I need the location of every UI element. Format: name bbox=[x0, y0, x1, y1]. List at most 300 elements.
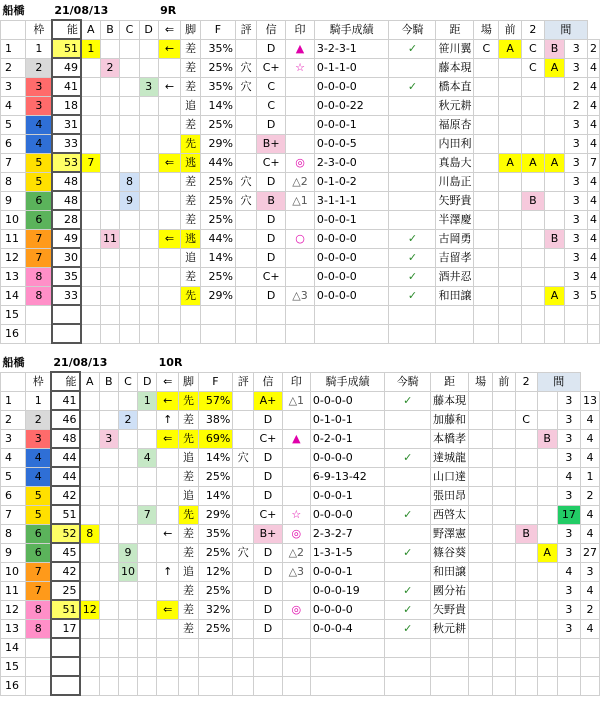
leg-style-cell: 追 bbox=[179, 448, 198, 467]
ability-cell: 48 bbox=[52, 191, 81, 210]
column-header: 前 bbox=[493, 372, 516, 391]
jockey-record-cell: 0-0-0-0 bbox=[314, 248, 389, 267]
rank-a-cell bbox=[80, 676, 100, 695]
second-cell bbox=[537, 600, 557, 619]
distance-cell bbox=[474, 96, 499, 115]
prev-cell bbox=[515, 619, 537, 638]
row-number: 6 bbox=[1, 486, 26, 505]
mark-cell: ◎ bbox=[286, 153, 315, 172]
course-cell bbox=[499, 305, 522, 324]
jockey-record-cell: 3-2-3-1 bbox=[314, 39, 389, 58]
jockey-name-cell: 笹川翼 bbox=[436, 39, 474, 58]
jockey-name-cell: 真島大 bbox=[436, 153, 474, 172]
prev-cell: C bbox=[515, 410, 537, 429]
interval-cell-1: 3 bbox=[557, 581, 580, 600]
leg-style-cell: 差 bbox=[181, 58, 200, 77]
rank-c-cell bbox=[118, 524, 138, 543]
waku-cell: 5 bbox=[26, 153, 53, 172]
f-rate-cell: 14% bbox=[198, 448, 233, 467]
leg-style-cell: 先 bbox=[179, 429, 198, 448]
table-row[interactable] bbox=[1, 600, 600, 619]
waku-cell: 3 bbox=[26, 77, 53, 96]
jockey-record-cell: 1-3-1-5 bbox=[310, 543, 384, 562]
table-row[interactable] bbox=[1, 77, 600, 96]
check-icon: ✓ bbox=[385, 448, 431, 467]
jockey-record-cell bbox=[314, 305, 389, 324]
interval-cell-2: 4 bbox=[588, 115, 600, 134]
row-number: 14 bbox=[1, 286, 26, 305]
mark-cell: ◎ bbox=[282, 600, 310, 619]
jockey-record-cell: 0-0-0-0 bbox=[310, 505, 384, 524]
jockey-record-cell: 0-1-1-0 bbox=[314, 58, 389, 77]
shin-cell: D bbox=[254, 581, 282, 600]
ability-cell: 25 bbox=[51, 581, 79, 600]
mark-cell: △1 bbox=[286, 191, 315, 210]
row-number: 5 bbox=[1, 115, 26, 134]
ability-cell: 51 bbox=[51, 600, 79, 619]
f-rate-cell: 25% bbox=[200, 210, 235, 229]
waku-cell bbox=[26, 324, 53, 343]
check-icon: ✓ bbox=[389, 229, 436, 248]
interval-cell-1: 3 bbox=[557, 619, 580, 638]
waku-cell: 7 bbox=[26, 581, 52, 600]
jockey-record-cell: 0-0-0-0 bbox=[310, 391, 384, 410]
arrow-cell: ← bbox=[158, 39, 181, 58]
hyo-cell bbox=[233, 391, 254, 410]
rank-b-cell bbox=[99, 600, 118, 619]
check-icon bbox=[389, 191, 436, 210]
check-icon: ✓ bbox=[385, 391, 431, 410]
hyo-cell bbox=[233, 600, 254, 619]
leg-style-cell: 差 bbox=[179, 543, 198, 562]
table-row[interactable] bbox=[1, 543, 600, 562]
course-cell bbox=[493, 448, 516, 467]
waku-cell: 6 bbox=[26, 191, 53, 210]
jockey-record-cell bbox=[310, 638, 384, 657]
second-cell bbox=[537, 467, 557, 486]
f-rate-cell: 29% bbox=[200, 286, 235, 305]
interval-cell-1: 3 bbox=[565, 58, 588, 77]
second-cell bbox=[537, 391, 557, 410]
leg-style-cell bbox=[181, 324, 200, 343]
rank-b-cell bbox=[100, 39, 120, 58]
f-rate-cell: 14% bbox=[198, 486, 233, 505]
table-row[interactable] bbox=[1, 153, 600, 172]
hyo-cell bbox=[235, 153, 256, 172]
table-row[interactable] bbox=[1, 486, 600, 505]
leg-style-cell: 差 bbox=[181, 77, 200, 96]
table-row[interactable] bbox=[1, 676, 600, 695]
table-row[interactable] bbox=[1, 505, 600, 524]
distance-cell bbox=[469, 581, 493, 600]
mark-cell bbox=[286, 96, 315, 115]
check-icon bbox=[389, 115, 436, 134]
course-cell bbox=[499, 96, 522, 115]
row-number: 1 bbox=[1, 391, 26, 410]
waku-cell: 6 bbox=[26, 524, 52, 543]
leg-style-cell: 追 bbox=[179, 562, 198, 581]
rank-c-cell: 9 bbox=[120, 191, 139, 210]
check-icon bbox=[385, 562, 431, 581]
shin-cell: D bbox=[254, 619, 282, 638]
column-header: 今騎 bbox=[385, 372, 431, 391]
table-row[interactable] bbox=[1, 191, 600, 210]
rank-c-cell bbox=[118, 657, 138, 676]
rank-b-cell bbox=[99, 619, 118, 638]
f-rate-cell: 14% bbox=[200, 248, 235, 267]
rank-d-cell bbox=[139, 115, 158, 134]
rank-a-cell bbox=[81, 115, 100, 134]
interval-cell-1: 3 bbox=[565, 210, 588, 229]
interval-cell-1: 3 bbox=[565, 248, 588, 267]
rank-a-cell: 1 bbox=[81, 39, 100, 58]
table-row[interactable] bbox=[1, 429, 600, 448]
jockey-record-cell: 0-0-0-0 bbox=[314, 77, 389, 96]
jockey-record-cell: 0-0-0-0 bbox=[310, 448, 384, 467]
interval-cell-1: 3 bbox=[557, 448, 580, 467]
shin-cell: D bbox=[254, 486, 282, 505]
second-cell bbox=[537, 676, 557, 695]
table-row[interactable] bbox=[1, 524, 600, 543]
course-cell bbox=[499, 210, 522, 229]
f-rate-cell: 25% bbox=[198, 543, 233, 562]
mark-cell: ▲ bbox=[286, 39, 315, 58]
table-row[interactable] bbox=[1, 305, 600, 324]
prev-cell bbox=[522, 267, 545, 286]
rank-c-cell bbox=[120, 324, 139, 343]
rank-b-cell bbox=[100, 191, 120, 210]
f-rate-cell bbox=[198, 657, 233, 676]
table-row[interactable] bbox=[1, 96, 600, 115]
column-header: 能 bbox=[52, 20, 81, 39]
interval-cell-2: 27 bbox=[581, 543, 600, 562]
prev-cell bbox=[515, 676, 537, 695]
jockey-name-cell: 内田利 bbox=[436, 134, 474, 153]
mark-cell bbox=[282, 448, 310, 467]
rank-d-cell bbox=[138, 581, 157, 600]
mark-cell bbox=[282, 676, 310, 695]
check-icon: ✓ bbox=[385, 619, 431, 638]
ability-cell: 51 bbox=[52, 39, 81, 58]
interval-cell-1: 3 bbox=[557, 410, 580, 429]
rank-c-cell bbox=[120, 210, 139, 229]
table-row[interactable] bbox=[1, 172, 600, 191]
f-rate-cell: 44% bbox=[200, 229, 235, 248]
rank-b-cell bbox=[100, 267, 120, 286]
arrow-cell bbox=[157, 638, 179, 657]
shin-cell: C+ bbox=[257, 153, 286, 172]
row-number: 2 bbox=[1, 58, 26, 77]
mark-cell bbox=[282, 410, 310, 429]
shin-cell: D bbox=[254, 410, 282, 429]
waku-cell: 2 bbox=[26, 58, 53, 77]
f-rate-cell: 32% bbox=[198, 600, 233, 619]
interval-cell-1: 2 bbox=[565, 96, 588, 115]
rank-d-cell: 4 bbox=[138, 448, 157, 467]
rank-d-cell: 7 bbox=[138, 505, 157, 524]
rank-a-cell bbox=[80, 562, 100, 581]
distance-cell bbox=[474, 58, 499, 77]
hyo-cell: 穴 bbox=[235, 172, 256, 191]
mark-cell bbox=[286, 134, 315, 153]
column-header: F bbox=[198, 372, 233, 391]
ability-cell: 44 bbox=[51, 467, 79, 486]
f-rate-cell: 35% bbox=[198, 524, 233, 543]
table-row[interactable] bbox=[1, 248, 600, 267]
shin-cell: C+ bbox=[254, 429, 282, 448]
row-number: 16 bbox=[1, 324, 26, 343]
waku-cell: 4 bbox=[26, 115, 53, 134]
shin-cell: D bbox=[257, 229, 286, 248]
waku-cell bbox=[26, 638, 52, 657]
second-cell bbox=[537, 448, 557, 467]
shin-cell: D bbox=[257, 248, 286, 267]
course-cell bbox=[499, 191, 522, 210]
column-header: C bbox=[120, 20, 139, 39]
f-rate-cell: 25% bbox=[200, 191, 235, 210]
interval-cell-2: 4 bbox=[588, 191, 600, 210]
rank-c-cell bbox=[118, 467, 138, 486]
arrow-cell bbox=[158, 96, 181, 115]
second-cell bbox=[537, 619, 557, 638]
column-header: 印 bbox=[286, 20, 315, 39]
f-rate-cell bbox=[198, 638, 233, 657]
rank-c-cell bbox=[118, 448, 138, 467]
jockey-record-cell: 3-1-1-1 bbox=[314, 191, 389, 210]
rank-a-cell: 12 bbox=[80, 600, 100, 619]
distance-cell bbox=[469, 676, 493, 695]
waku-cell: 2 bbox=[26, 410, 52, 429]
arrow-cell: ⇐ bbox=[157, 429, 179, 448]
shin-cell bbox=[254, 657, 282, 676]
row-number: 5 bbox=[1, 467, 26, 486]
jockey-name-cell: 古岡勇 bbox=[436, 229, 474, 248]
interval-cell-1: 3 bbox=[565, 191, 588, 210]
jockey-name-cell: 矢野貴 bbox=[436, 191, 474, 210]
table-row[interactable] bbox=[1, 115, 600, 134]
table-row[interactable] bbox=[1, 210, 600, 229]
second-cell bbox=[537, 410, 557, 429]
arrow-cell: ← bbox=[158, 77, 181, 96]
rank-a-cell bbox=[81, 324, 100, 343]
ability-cell bbox=[52, 324, 81, 343]
jockey-name-cell: 張田昂 bbox=[431, 486, 469, 505]
f-rate-cell bbox=[198, 676, 233, 695]
arrow-cell bbox=[158, 267, 181, 286]
table-row[interactable] bbox=[1, 581, 600, 600]
row-number: 16 bbox=[1, 676, 26, 695]
mark-cell bbox=[286, 324, 315, 343]
prev-cell bbox=[522, 96, 545, 115]
rank-b-cell bbox=[99, 391, 118, 410]
interval-cell-2 bbox=[581, 638, 600, 657]
hyo-cell bbox=[233, 638, 254, 657]
table-row[interactable] bbox=[1, 58, 600, 77]
jockey-name-cell: 和田譲 bbox=[431, 562, 469, 581]
rank-b-cell bbox=[100, 248, 120, 267]
second-cell: A bbox=[544, 286, 565, 305]
row-number: 4 bbox=[1, 448, 26, 467]
prev-cell bbox=[515, 467, 537, 486]
shin-cell bbox=[257, 305, 286, 324]
interval-cell-1: 3 bbox=[557, 391, 580, 410]
rank-a-cell bbox=[80, 543, 100, 562]
interval-cell-2: 4 bbox=[588, 58, 600, 77]
check-icon bbox=[389, 324, 436, 343]
f-rate-cell: 25% bbox=[198, 619, 233, 638]
header-row bbox=[1, 372, 600, 391]
mark-cell: △3 bbox=[282, 562, 310, 581]
table-row[interactable] bbox=[1, 448, 600, 467]
distance-cell bbox=[474, 134, 499, 153]
shin-cell: C bbox=[257, 77, 286, 96]
ability-cell: 49 bbox=[52, 58, 81, 77]
waku-cell: 3 bbox=[26, 96, 53, 115]
second-cell bbox=[544, 191, 565, 210]
second-cell: A bbox=[544, 58, 565, 77]
jockey-record-cell bbox=[310, 657, 384, 676]
prev-cell bbox=[515, 638, 537, 657]
date-label: 21/08/13 bbox=[53, 356, 108, 369]
row-number: 12 bbox=[1, 248, 26, 267]
rank-d-cell bbox=[138, 619, 157, 638]
interval-cell-1 bbox=[565, 305, 588, 324]
rank-c-cell: 9 bbox=[118, 543, 138, 562]
second-cell: A bbox=[544, 153, 565, 172]
mark-cell: △2 bbox=[282, 543, 310, 562]
rank-a-cell bbox=[81, 77, 100, 96]
rank-a-cell bbox=[81, 134, 100, 153]
interval-cell-2 bbox=[581, 676, 600, 695]
prev-cell bbox=[515, 505, 537, 524]
header-row-no bbox=[1, 372, 26, 391]
course-cell bbox=[499, 248, 522, 267]
rank-d-cell bbox=[139, 191, 158, 210]
course-cell bbox=[493, 524, 516, 543]
rank-c-cell bbox=[120, 305, 139, 324]
course-cell bbox=[493, 391, 516, 410]
prev-cell bbox=[515, 581, 537, 600]
table-row[interactable] bbox=[1, 562, 600, 581]
ability-cell: 46 bbox=[51, 410, 79, 429]
column-header: 2 bbox=[522, 20, 545, 39]
table-row[interactable] bbox=[1, 391, 600, 410]
column-header: A bbox=[80, 372, 100, 391]
ability-cell: 28 bbox=[52, 210, 81, 229]
mark-cell bbox=[282, 619, 310, 638]
rank-c-cell bbox=[120, 134, 139, 153]
hyo-cell: 穴 bbox=[235, 77, 256, 96]
course-cell bbox=[493, 429, 516, 448]
course-cell bbox=[499, 77, 522, 96]
arrow-cell bbox=[158, 115, 181, 134]
leg-style-cell: 逃 bbox=[181, 153, 200, 172]
distance-cell bbox=[469, 657, 493, 676]
leg-style-cell: 差 bbox=[179, 581, 198, 600]
interval-cell-1 bbox=[557, 638, 580, 657]
column-header: 信 bbox=[254, 372, 282, 391]
rank-b-cell bbox=[100, 77, 120, 96]
arrow-cell bbox=[157, 619, 179, 638]
venue-label: 船橋 bbox=[2, 4, 25, 18]
table-row[interactable] bbox=[1, 39, 600, 58]
waku-cell: 5 bbox=[26, 172, 53, 191]
course-cell bbox=[493, 581, 516, 600]
rank-b-cell: 3 bbox=[99, 429, 118, 448]
jockey-name-cell bbox=[436, 305, 474, 324]
rank-c-cell: 8 bbox=[120, 172, 139, 191]
hyo-cell bbox=[233, 486, 254, 505]
table-row[interactable] bbox=[1, 467, 600, 486]
hyo-cell bbox=[233, 467, 254, 486]
column-header: 評 bbox=[235, 20, 256, 39]
interval-cell-1 bbox=[557, 657, 580, 676]
arrow-cell: ← bbox=[157, 524, 179, 543]
interval-cell-2: 4 bbox=[581, 448, 600, 467]
prev-cell bbox=[522, 134, 545, 153]
f-rate-cell: 29% bbox=[198, 505, 233, 524]
leg-style-cell: 差 bbox=[179, 467, 198, 486]
jockey-name-cell: 本橋孝 bbox=[431, 429, 469, 448]
shin-cell: A+ bbox=[254, 391, 282, 410]
check-icon bbox=[385, 486, 431, 505]
hyo-cell bbox=[233, 429, 254, 448]
rank-d-cell bbox=[138, 657, 157, 676]
hyo-cell bbox=[235, 267, 256, 286]
check-icon: ✓ bbox=[385, 505, 431, 524]
rank-d-cell bbox=[138, 486, 157, 505]
table-row[interactable] bbox=[1, 619, 600, 638]
course-cell bbox=[493, 676, 516, 695]
leg-style-cell: 差 bbox=[179, 600, 198, 619]
rank-a-cell bbox=[81, 172, 100, 191]
table-row[interactable] bbox=[1, 657, 600, 676]
interval-cell-1: 3 bbox=[565, 286, 588, 305]
table-row[interactable] bbox=[1, 267, 600, 286]
f-rate-cell bbox=[200, 305, 235, 324]
row-number: 6 bbox=[1, 134, 26, 153]
leg-style-cell: 差 bbox=[181, 115, 200, 134]
jockey-name-cell: 川島正 bbox=[436, 172, 474, 191]
interval-cell-2: 2 bbox=[581, 600, 600, 619]
rank-b-cell bbox=[100, 210, 120, 229]
mark-cell bbox=[286, 267, 315, 286]
column-header: D bbox=[138, 372, 157, 391]
table-row[interactable] bbox=[1, 324, 600, 343]
rank-b-cell bbox=[100, 153, 120, 172]
rank-b-cell bbox=[100, 305, 120, 324]
table-row[interactable] bbox=[1, 638, 600, 657]
ability-cell: 42 bbox=[51, 486, 79, 505]
rank-a-cell bbox=[80, 581, 100, 600]
course-cell bbox=[493, 543, 516, 562]
table-row[interactable] bbox=[1, 286, 600, 305]
rank-b-cell bbox=[99, 486, 118, 505]
leg-style-cell bbox=[179, 638, 198, 657]
jockey-name-cell: 國分祐 bbox=[431, 581, 469, 600]
jockey-record-cell: 0-2-0-1 bbox=[310, 429, 384, 448]
rank-b-cell bbox=[100, 115, 120, 134]
leg-style-cell: 差 bbox=[179, 524, 198, 543]
row-number: 10 bbox=[1, 562, 26, 581]
table-row[interactable] bbox=[1, 229, 600, 248]
table-row[interactable] bbox=[1, 410, 600, 429]
jockey-name-cell: 福原杏 bbox=[436, 115, 474, 134]
table-row[interactable] bbox=[1, 134, 600, 153]
mark-cell bbox=[282, 581, 310, 600]
hyo-cell bbox=[235, 115, 256, 134]
shin-cell: D bbox=[254, 467, 282, 486]
